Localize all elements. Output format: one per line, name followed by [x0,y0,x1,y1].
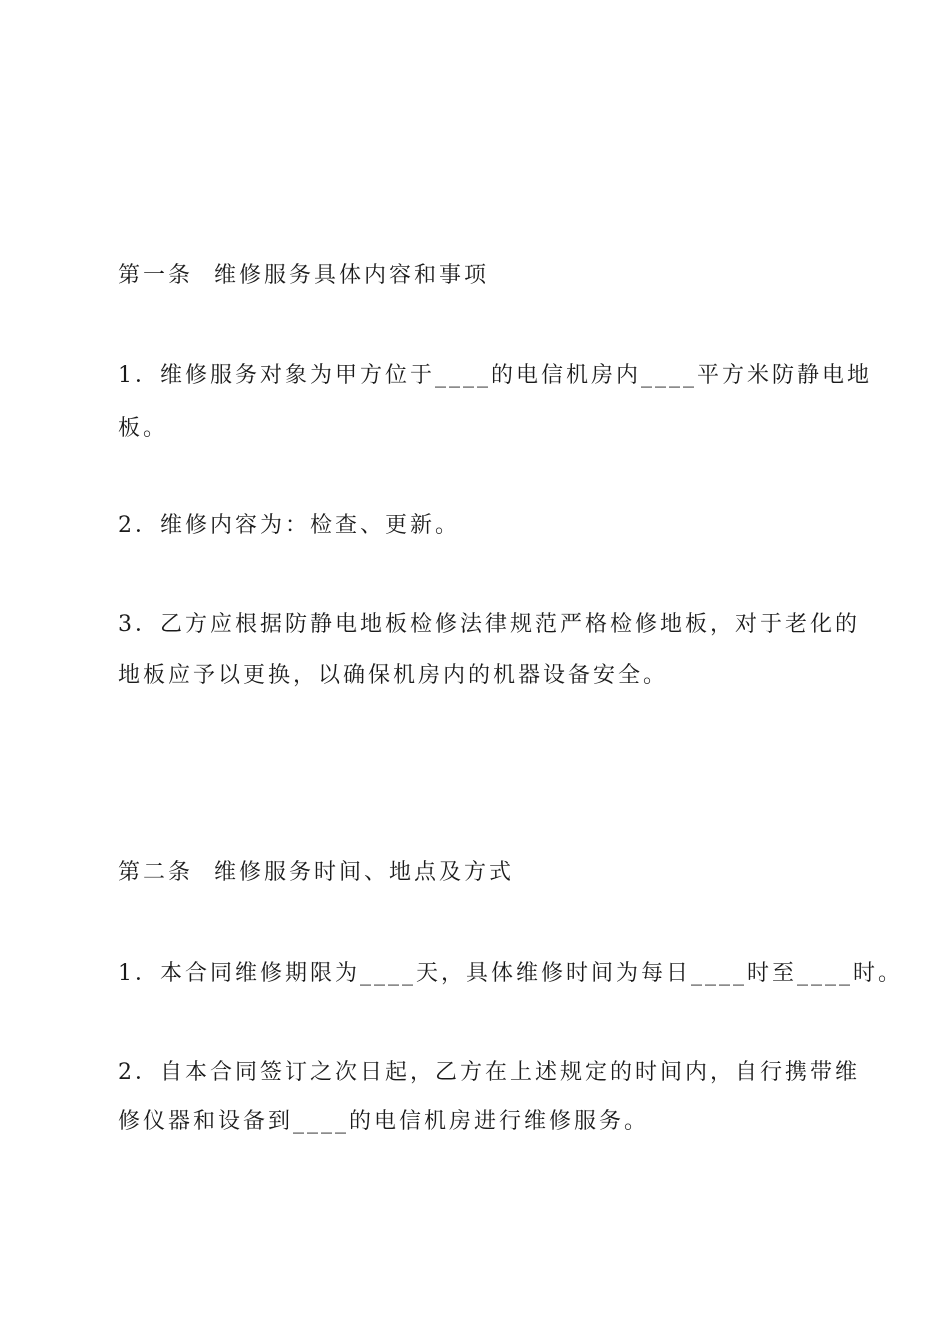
article-1-heading [118,260,489,292]
article-1-item-3-line-1: 3．乙方应根据防静电地板检修法律规范严格检修地板，对于老化的 [118,612,860,637]
article-2-title: 维修服务时间、地点及方式 [214,860,515,885]
article-1-title: 维修服务具体内容和事项 [214,263,490,288]
article-1-item-1-line-1: 1．维修服务对象为甲方位于____的电信机房内____平方米防静电地 [118,363,872,388]
article-2-number: 第二条 [118,860,194,885]
article-1-number: 第一条 [118,263,194,288]
article-2-item-1: 1．本合同维修期限为____天，具体维修时间为每日____时至____时。 [118,961,903,986]
article-1-item-1-line-2: 板。 [118,416,169,441]
article-2-item-2-line-1: 2．自本合同签订之次日起，乙方在上述规定的时间内，自行携带维 [118,1060,860,1085]
article-2-item-2-line-2: 修仪器和设备到____的电信机房进行维修服务。 [118,1109,650,1134]
article-2-heading [118,857,514,889]
article-1-item-3-line-2: 地板应予以更换，以确保机房内的机器设备安全。 [118,663,669,688]
article-1-item-2: 2．维修内容为：检查、更新。 [118,513,460,538]
